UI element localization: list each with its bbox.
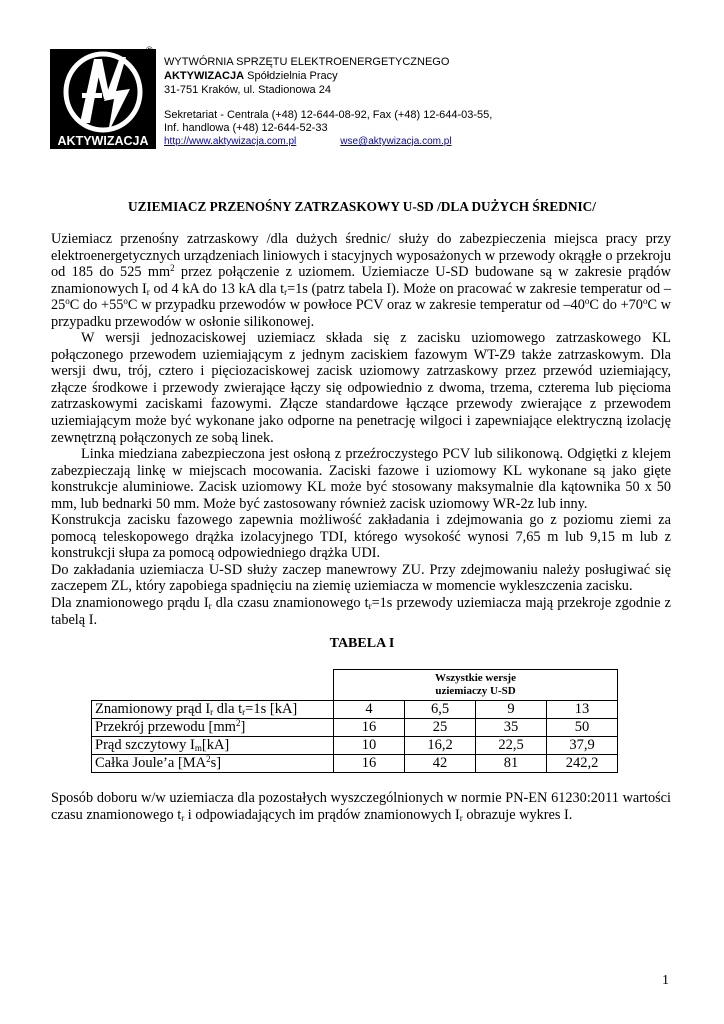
table-cell: 16 [334, 719, 405, 737]
paragraph-cable: Linka miedziana zabezpieczona jest osłoną z przeźroczystego PCV lub silikonową. Odgiętki z klejem zabezpieczają linkę w miejscach mocowania. Zaciski fazowe i uziomowy KL wykonane są jako gięte konstrukcje aluminiowe. Zacisk uziomowy KL może być stosowany maksymalnie dla kątownika 50 x 50 mm, lub bednarki 50 mm. Może być zastosowany również zacisk uziomowy WR-2z lub inny. [51, 446, 671, 512]
specification-table [91, 669, 618, 773]
table-cell: 16,2 [405, 737, 476, 755]
paragraph-table-ref: Dla znamionowego prądu $I_r$ dla czasu znamionowego $t_r=1s$ przewody uziemiacza mają przekroje zgodnie z tabelą I. [51, 595, 671, 628]
company-name [164, 69, 449, 83]
contact-info [164, 109, 492, 148]
table-cell: 4 [334, 701, 405, 719]
table-cell: 10 [334, 737, 405, 755]
table-row [92, 755, 618, 773]
paragraph-phase-clamp: Konstrukcja zacisku fazowego zapewnia możliwość zakładania i zdejmowania go z poziomu ziemi za pomocą teleskopowego drążka izolacyjnego TDI, którego wysokość wynosi 7,65 m lub 9,15 m lub z konstrukcji słupa za pomocą odpowiedniego drążka UDI. [51, 512, 671, 562]
row-label-rated-current: Znamionowy prąd $I_r$ dla $t_r=1s$ [kA] [92, 701, 334, 719]
email-link[interactable]: wse@aktywizacja.com.pl [340, 136, 452, 147]
table-cell: 42 [405, 755, 476, 773]
table-heading: TABELA I [329, 636, 395, 651]
paragraph-hooks: Do zakładania uziemiacza U-SD służy zaczep manewrowy ZU. Przy zdejmowaniu należy posługiwać się zaczepem ZL, który zapobiega spadnięciu na ziemię uziemiacza w momencie wykleszczenia zacisku. [51, 561, 671, 595]
registered-mark: ® [146, 45, 153, 55]
table-header-row [92, 670, 618, 701]
company-line1: WYTWÓRNIA SPRZĘTU ELEKTROENERGETYCZNEGO [164, 56, 450, 68]
table-cell: 50 [547, 719, 618, 737]
page-number: 1 [662, 973, 669, 988]
website-link[interactable]: http://www.aktywizacja.com.pl [164, 136, 297, 147]
sales-phone: Inf. handlowa (+48) 12-644-52-33 [164, 122, 328, 134]
company-info [164, 55, 449, 97]
table-cell: 6,5 [405, 701, 476, 719]
logo-graphic [50, 49, 156, 149]
paragraph-intro: Uziemiacz przenośny zatrzaskowy /dla dużych średnic/ służy do zabezpieczenia miejsca pracy przy elektroenergetycznych urządzeniach liniowych i stacyjnych wyposażonych w przewody okrągłe o przekroju od 185 do 525 $mm^2$ przez połączenie z uziomem. Uziemiacze U-SD budowane są w zakresie prądów znamionowych $I_r$ od 4 kA do 13 kA dla $t_r=1s$ (patrz tabela I). Może on pracować w zakresie temperatur od –25$^o$C do $+55^oC$ w przypadku przewodów w powłoce PCV oraz w zakresie temperatur od –40$^o$C do $+70^oC$ w przypadku przewodów w osłonie silikonowej. [51, 231, 672, 330]
logo-text: AKTYWIZACJA [57, 134, 149, 148]
table-cell: 22,5 [476, 737, 547, 755]
table-cell: 242,2 [547, 755, 618, 773]
row-label-peak-current: Prąd szczytowy $I_m[kA]$ [92, 737, 334, 755]
company-name-rest: Spółdzielnia Pracy [244, 70, 338, 82]
body-text-upper [51, 231, 671, 628]
table-cell: 81 [476, 755, 547, 773]
row-label-joule-integral: Całka Joule’a $[MA^2s]$ [92, 755, 334, 773]
table-cell: 25 [405, 719, 476, 737]
table-cell: 9 [476, 701, 547, 719]
company-logo [50, 49, 156, 149]
table-cell: 37,9 [547, 737, 618, 755]
table-cell: 16 [334, 755, 405, 773]
company-name-bold: AKTYWIZACJA [164, 70, 245, 82]
web-links [164, 135, 492, 148]
paragraph-selection: Sposób doboru w/w uziemiacza dla pozostałych wyszczególnionych w normie PN-EN 61230:2011 wartości czasu znamionowego $t_r$ i odpowiadających im prądów znamionowych $I_r$ obrazuje wykres I. [51, 790, 671, 823]
company-address: 31-751 Kraków, ul. Stadionowa 24 [164, 84, 331, 96]
table-row [92, 719, 618, 737]
table-cell: 13 [547, 701, 618, 719]
table-row [92, 737, 618, 755]
table-cell: 35 [476, 719, 547, 737]
body-text-lower [51, 790, 671, 823]
row-label-cross-section: Przekrój przewodu $[mm^2]$ [92, 719, 334, 737]
paragraph-versions: W wersji jednozaciskowej uziemiacz składa się z zacisku uziomowego zatrzaskowego KL połączonego przewodem uziemiającym z jednym zaciskiem fazowym WT-Z9 także zatrzaskowym. Dla wersji dwu, trój, cztero i pięciozaciskowej zacisk uziomowy zatrzaskowy przez przewód uziemiający, złącze środkowe i przewody zwierające łączy się odpowiednio z dwoma, trzema, czterema lub pięcioma zatrzaskowymi zaciskami fazowymi. Złącze standardowe łączące przewody zwierające z przewodem uziemiającym może być wykonane jako odporne na penetrację wilgoci i zapewniające elektryczną izolację zewnętrzną połączonych ze sobą linek. [51, 330, 671, 446]
secretariat-phone: Sekretariat - Centrala (+48) 12-644-08-92, Fax (+48) 12-644-03-55, [164, 109, 493, 121]
table-row [92, 701, 618, 719]
table-group-header: Wszystkie wersje uziemiaczy U-SD [334, 670, 618, 701]
document-title: UZIEMIACZ PRZENOŚNY ZATRZASKOWY U-SD /DLA DUŻYCH ŚREDNIC/ [128, 199, 596, 214]
